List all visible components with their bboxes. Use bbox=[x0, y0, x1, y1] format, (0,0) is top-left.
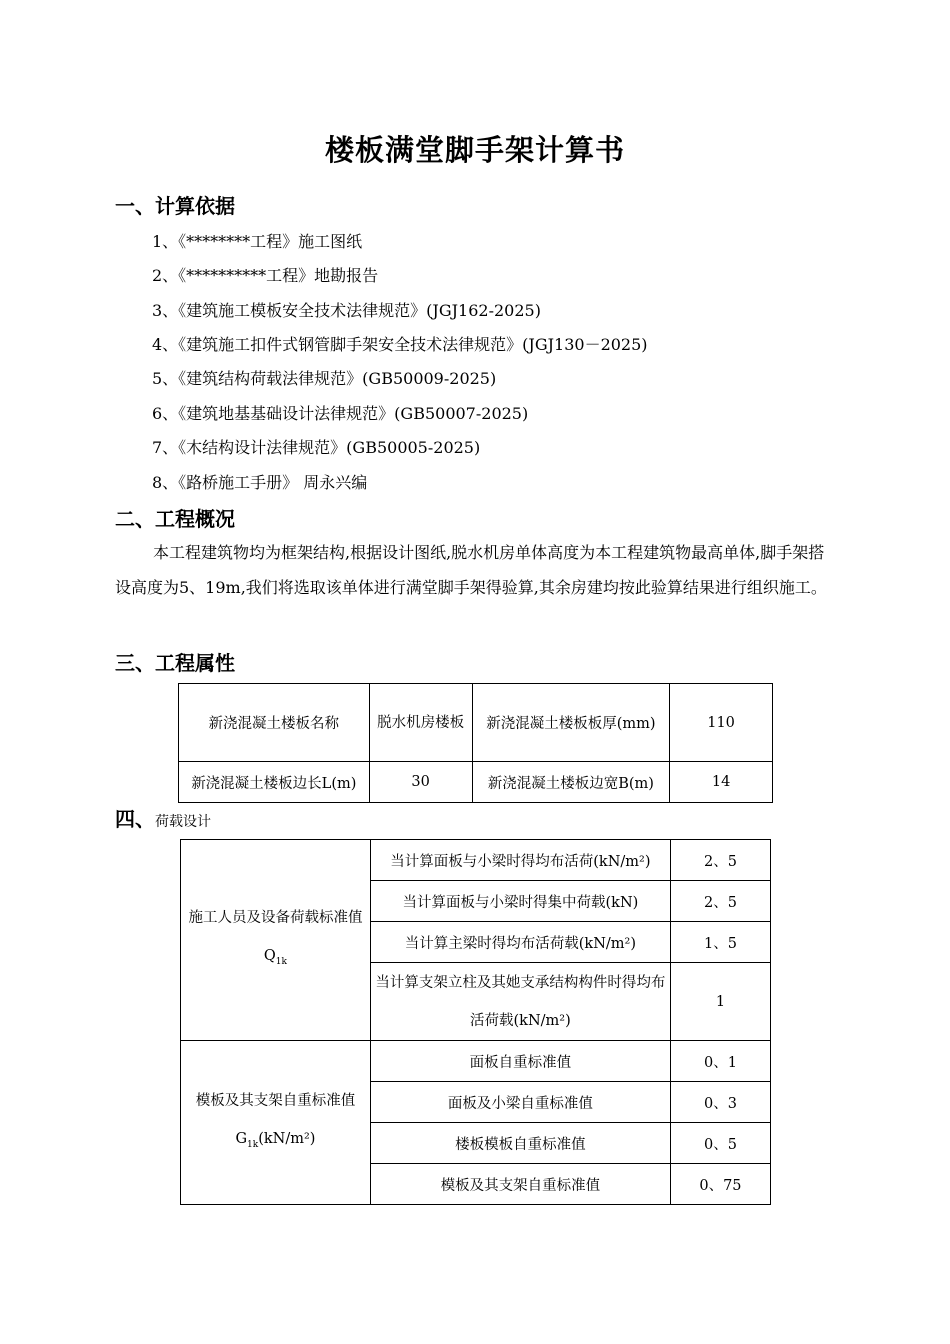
reference-item: 4、《建筑施工扣件式钢管脚手架安全技术法律规范》(JGJ130－2025) bbox=[152, 335, 648, 354]
table-cell: 脱水机房楼板 bbox=[369, 684, 472, 762]
section-title: 荷载设计 bbox=[155, 814, 211, 830]
table-cell: 施工人员及设备荷载标准值$Q_{1k}$ bbox=[181, 840, 371, 1041]
overview-paragraph bbox=[115, 535, 840, 605]
table-row bbox=[179, 684, 773, 762]
table-cell: 楼板模板自重标准值 bbox=[370, 1123, 670, 1164]
section-heading-attributes: 三、工程属性 bbox=[115, 651, 235, 675]
table-cell: 2、5 bbox=[670, 881, 770, 922]
table-cell: 面板自重标准值 bbox=[370, 1041, 670, 1082]
table-cell: 14 bbox=[670, 762, 773, 803]
table-cell: 0、1 bbox=[670, 1041, 770, 1082]
reference-item: 3、《建筑施工模板安全技术法律规范》(JGJ162-2025) bbox=[152, 301, 541, 320]
table-cell: 当计算主梁时得均布活荷载(kN/m²) bbox=[370, 922, 670, 963]
table-cell: 新浇混凝土楼板边长L(m) bbox=[179, 762, 370, 803]
table-cell: 30 bbox=[369, 762, 472, 803]
table-cell: 面板及小梁自重标准值 bbox=[370, 1082, 670, 1123]
table-cell: 1 bbox=[670, 963, 770, 1041]
attributes-table bbox=[178, 683, 773, 803]
table-cell: 1、5 bbox=[670, 922, 770, 963]
section-heading-basis: 一、计算依据 bbox=[115, 194, 235, 218]
table-cell: 110 bbox=[670, 684, 773, 762]
reference-item: 7、《木结构设计法律规范》(GB50005-2025) bbox=[152, 438, 481, 457]
table-cell: 新浇混凝土楼板名称 bbox=[179, 684, 370, 762]
reference-item: 1、《********工程》施工图纸 bbox=[152, 232, 363, 251]
section-heading-loads bbox=[115, 803, 211, 832]
table-cell: 模板及其支架自重标准值 $G_{1k}(kN/m^2)$ bbox=[181, 1041, 371, 1205]
loads-table bbox=[180, 839, 771, 1205]
overview-text: 本工程建筑物均为框架结构,根据设计图纸,脱水机房单体高度为本工程建筑物最高单体,脚手架搭设高度为5、19m,我们将选取该单体进行满堂脚手架得验算,其余房建均按此验算结果进行组织施工。 bbox=[115, 543, 827, 597]
table-cell: 当计算面板与小梁时得集中荷载(kN) bbox=[370, 881, 670, 922]
section-number: 四、 bbox=[115, 807, 155, 831]
table-cell: 模板及其支架自重标准值 bbox=[370, 1164, 670, 1205]
table-cell: 0、5 bbox=[670, 1123, 770, 1164]
table-cell: 新浇混凝土楼板板厚(mm) bbox=[472, 684, 670, 762]
table-row bbox=[181, 840, 771, 881]
table-row bbox=[181, 1041, 771, 1082]
section-heading-overview: 二、工程概况 bbox=[115, 507, 235, 531]
table-cell: 0、75 bbox=[670, 1164, 770, 1205]
reference-item: 5、《建筑结构荷载法律规范》(GB50009-2025) bbox=[152, 369, 497, 388]
table-cell: 当计算面板与小梁时得均布活荷(kN/m²) bbox=[370, 840, 670, 881]
table-cell: 当计算支架立柱及其她支承结构构件时得均布活荷载(kN/m²) bbox=[370, 963, 670, 1041]
table-row bbox=[179, 762, 773, 803]
page-title: 楼板满堂脚手架计算书 bbox=[324, 133, 625, 167]
table-cell: 0、3 bbox=[670, 1082, 770, 1123]
table-cell: 2、5 bbox=[670, 840, 770, 881]
table-cell: 新浇混凝土楼板边宽B(m) bbox=[472, 762, 670, 803]
reference-item: 2、《**********工程》地勘报告 bbox=[152, 266, 379, 285]
reference-item: 6、《建筑地基基础设计法律规范》(GB50007-2025) bbox=[152, 404, 529, 423]
reference-item: 8、《路桥施工手册》 周永兴编 bbox=[152, 473, 368, 492]
